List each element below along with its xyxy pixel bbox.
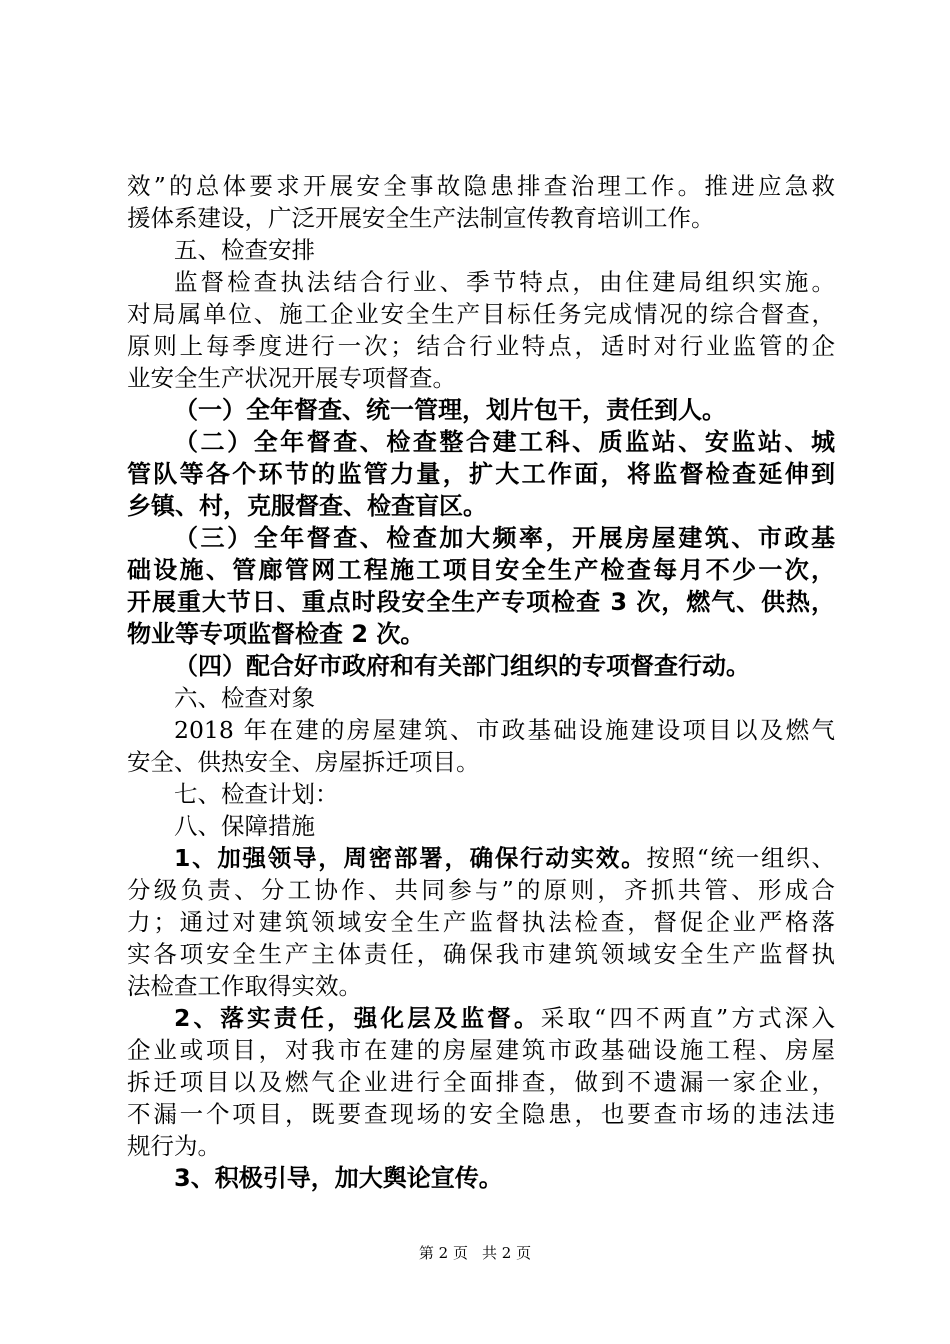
line-text: 按照“统一组织、	[646, 844, 835, 872]
paragraph-line: 础设施、管廊管网工程施工项目安全生产检查每月不少一次，	[127, 556, 835, 584]
paragraph-line: 效”的总体要求开展安全事故隐患排查治理工作。推进应急救	[127, 172, 835, 200]
paragraph-line: 安全、供热安全、房屋拆迁项目。	[127, 748, 480, 776]
paragraph-line: 分级负责、分工协作、共同参与”的原则，齐抓共管、形成合	[127, 876, 835, 904]
page-footer	[0, 1242, 950, 1263]
paragraph-line: 力；通过对建筑领域安全生产监督执法检查，督促企业严格落	[127, 908, 835, 936]
paragraph-line	[127, 842, 835, 874]
paragraph-line: 物业等专项监督检查 2 次。	[127, 620, 425, 648]
paragraph-line: 乡镇、村，克服督查、检查盲区。	[127, 492, 487, 520]
paragraph-line: 规行为。	[127, 1132, 221, 1160]
paragraph-line: 业安全生产状况开展专项督查。	[127, 364, 456, 392]
paragraph-line: （四）配合好市政府和有关部门组织的专项督查行动。	[174, 652, 750, 680]
line-text: 采取“四不两直”方式深入	[540, 1004, 835, 1032]
paragraph-line: 拆迁项目以及燃气企业进行全面排查，做到不遗漏一家企业，	[127, 1068, 835, 1096]
document-body	[127, 170, 835, 1194]
paragraph-line: 2018 年在建的房屋建筑、市政基础设施建设项目以及燃气	[174, 716, 835, 744]
paragraph-line: 管队等各个环节的监管力量，扩大工作面，将监督检查延伸到	[127, 460, 835, 488]
paragraph-line: 实各项安全生产主体责任，确保我市建筑领域安全生产监督执	[127, 940, 835, 968]
page-total: 共 2 页	[482, 1244, 532, 1262]
paragraph-line: 不漏一个项目，既要查现场的安全隐患，也要查市场的违法违	[127, 1100, 835, 1128]
paragraph-line: 法检查工作取得实效。	[127, 972, 362, 1000]
paragraph-line: 开展重大节日、重点时段安全生产专项检查 3 次，燃气、供热，	[127, 588, 835, 616]
paragraph-line: 对局属单位、施工企业安全生产目标任务完成情况的综合督查，	[127, 300, 835, 328]
paragraph-line: （一）全年督查、统一管理，划片包干，责任到人。	[174, 396, 726, 424]
bold-lead-text: 1、加强领导，周密部署，确保行动实效。	[174, 844, 647, 872]
paragraph-line: 监督检查执法结合行业、季节特点，由住建局组织实施。	[174, 268, 835, 296]
paragraph-line: 援体系建设，广泛开展安全生产法制宣传教育培训工作。	[127, 204, 715, 232]
paragraph-line: （三）全年督查、检查加大频率，开展房屋建筑、市政基	[174, 524, 835, 552]
paragraph-line: （二）全年督查、检查整合建工科、质监站、安监站、城	[174, 428, 835, 456]
paragraph-line: 七、检查计划：	[174, 780, 339, 808]
page-number: 第 2 页	[418, 1244, 468, 1262]
paragraph-line: 3、积极引导，加大舆论宣传。	[174, 1164, 503, 1192]
bold-lead-text: 2、落实责任，强化层及监督。	[174, 1004, 541, 1032]
paragraph-line: 八、保障措施	[174, 812, 315, 840]
paragraph-line	[127, 1002, 835, 1034]
paragraph-line: 六、检查对象	[174, 684, 315, 712]
paragraph-line: 企业或项目，对我市在建的房屋建筑市政基础设施工程、房屋	[127, 1036, 835, 1064]
paragraph-line: 五、检查安排	[174, 236, 315, 264]
paragraph-line: 原则上每季度进行一次；结合行业特点，适时对行业监管的企	[127, 332, 835, 360]
